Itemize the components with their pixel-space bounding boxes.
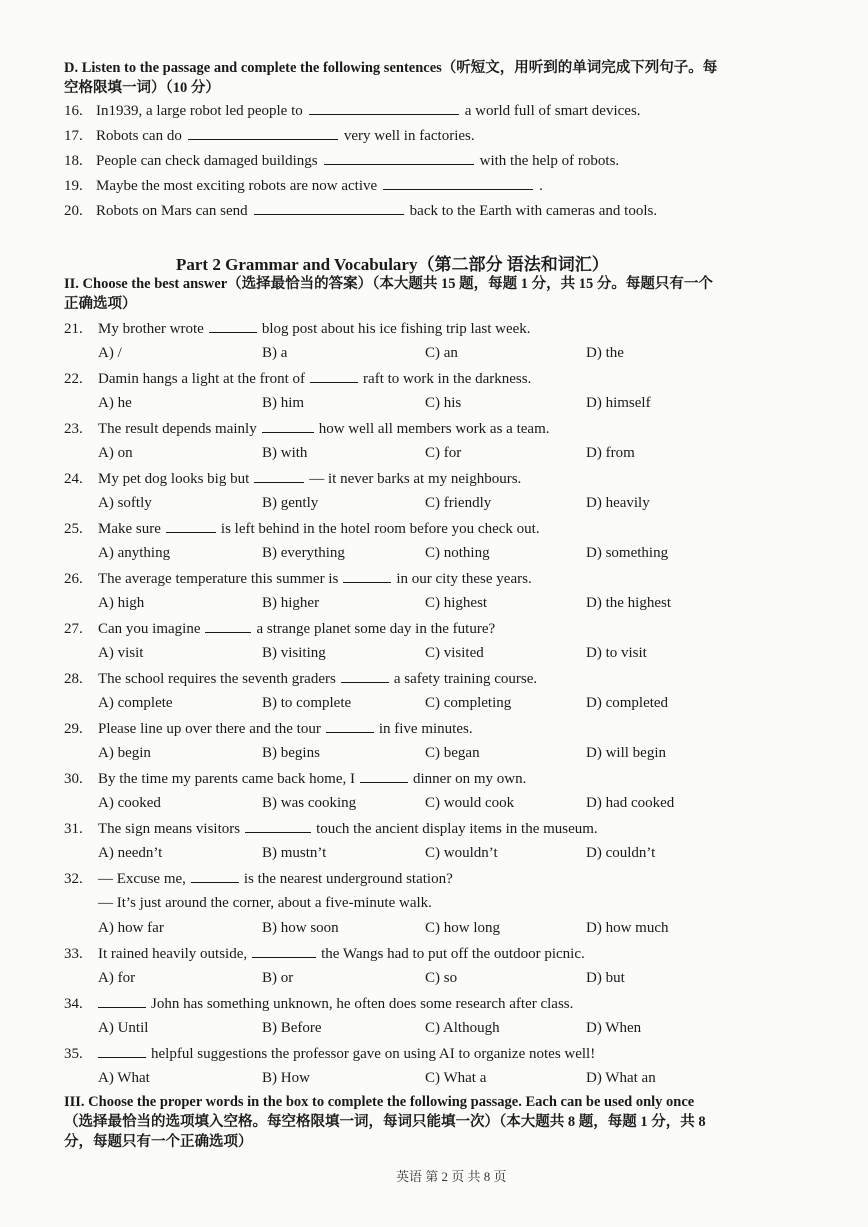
sentence-before-blank: People can check damaged buildings (96, 153, 318, 169)
answer-option[interactable]: C) how long (425, 920, 500, 936)
answer-option[interactable]: D) himself (586, 395, 651, 411)
sentence-before-blank: Robots can do (96, 128, 182, 144)
section-iii-heading (64, 1092, 706, 1152)
question-number: 35. (64, 1046, 83, 1062)
question-number: 24. (64, 471, 83, 487)
answer-option[interactable]: D) something (586, 545, 669, 561)
stem-after-blank: in five minutes. (378, 721, 473, 737)
answer-option[interactable]: B) begins (262, 745, 320, 761)
answer-option[interactable]: D) had cooked (586, 795, 675, 811)
stem-before-blank: The result depends mainly (98, 421, 257, 437)
stem-before-blank: Can you imagine (98, 621, 201, 637)
answer-option[interactable]: A) softly (98, 495, 152, 511)
question-number: 22. (64, 371, 83, 387)
question-stem (64, 720, 473, 738)
answer-blank[interactable] (360, 770, 408, 783)
question-stem (64, 820, 598, 838)
question-stem (64, 1045, 595, 1063)
answer-option[interactable]: B) to complete (262, 695, 352, 711)
stem-after-blank: is the nearest underground station? (243, 871, 453, 887)
answer-option[interactable]: A) for (98, 970, 136, 986)
answer-blank[interactable] (191, 870, 239, 883)
stem-after-blank: helpful suggestions the professor gave on using AI to organize notes well! (151, 1046, 596, 1062)
question-stem (64, 520, 540, 538)
answer-option[interactable]: B) Before (262, 1020, 322, 1036)
answer-blank[interactable] (252, 945, 316, 958)
answer-blank[interactable] (324, 152, 474, 165)
stem-before-blank: Make sure (98, 521, 161, 537)
answer-option[interactable]: C) What a (425, 1070, 487, 1086)
question-number: 23. (64, 421, 83, 437)
question-stem (64, 420, 549, 438)
answer-option[interactable]: C) an (425, 345, 458, 361)
answer-option[interactable]: B) how soon (262, 920, 339, 936)
answer-option[interactable]: A) high (98, 595, 145, 611)
answer-option[interactable]: D) will begin (586, 745, 666, 761)
answer-blank[interactable] (209, 320, 257, 333)
section-d-heading (64, 58, 717, 98)
fill-in-item (64, 152, 619, 170)
answer-option[interactable]: A) What (98, 1070, 150, 1086)
answer-option[interactable]: A) complete (98, 695, 173, 711)
answer-option[interactable]: C) began (425, 745, 480, 761)
fill-in-item (64, 127, 475, 145)
stem-after-blank: is left behind in the hotel room before you check out. (220, 521, 540, 537)
answer-option[interactable]: A) he (98, 395, 132, 411)
question-number: 28. (64, 671, 83, 687)
question-number: 33. (64, 946, 83, 962)
answer-blank[interactable] (98, 1045, 146, 1058)
answer-blank[interactable] (310, 370, 358, 383)
answer-blank[interactable] (309, 102, 459, 115)
answer-blank[interactable] (343, 570, 391, 583)
answer-blank[interactable] (383, 177, 533, 190)
answer-option[interactable]: B) higher (262, 595, 320, 611)
question-stem (64, 995, 573, 1013)
stem-before-blank: Please line up over there and the tour (98, 721, 321, 737)
question-stem (64, 945, 585, 963)
answer-option[interactable]: B) with (262, 445, 308, 461)
section-d-heading-line1: D. Listen to the passage and complete the following sentences（听短文，用听到的单词完成下列句子。每 (64, 60, 718, 76)
question-number: 32. (64, 871, 83, 887)
answer-option[interactable]: C) completing (425, 695, 512, 711)
answer-blank[interactable] (98, 995, 146, 1008)
answer-option[interactable]: A) needn’t (98, 845, 163, 861)
answer-blank[interactable] (326, 720, 374, 733)
question-stem (64, 670, 537, 688)
answer-option[interactable]: D) couldn’t (586, 845, 656, 861)
sentence-before-blank: Maybe the most exciting robots are now active (96, 178, 378, 194)
question-number: 34. (64, 996, 83, 1012)
answer-option[interactable]: D) When (586, 1020, 642, 1036)
answer-option[interactable]: D) the highest (586, 595, 671, 611)
section-ii-heading-line2: 正确选项） (64, 296, 137, 312)
answer-option[interactable]: A) cooked (98, 795, 161, 811)
question-number: 31. (64, 821, 83, 837)
answer-option[interactable]: A) how far (98, 920, 164, 936)
answer-option[interactable]: C) visited (425, 645, 484, 661)
answer-option[interactable]: D) how much (586, 920, 669, 936)
part2-title: Part 2 Grammar and Vocabulary（第二部分 语法和词汇） (176, 255, 609, 274)
answer-option[interactable]: C) highest (425, 595, 488, 611)
stem-before-blank: — Excuse me, (98, 871, 186, 887)
answer-option[interactable]: A) Until (98, 1020, 149, 1036)
dialogue-reply: — It’s just around the corner, about a five-minute walk. (98, 895, 432, 911)
sentence-after-blank: back to the Earth with cameras and tools. (409, 203, 658, 219)
section-iii-heading-line3: 分，每题只有一个正确选项） (64, 1134, 253, 1150)
fill-in-item (64, 202, 657, 220)
answer-option[interactable]: A) visit (98, 645, 144, 661)
question-number: 26. (64, 571, 83, 587)
question-number: 19. (64, 178, 83, 194)
section-iii-heading-line1: III. Choose the proper words in the box to complete the following passage. Each can be used only once (64, 1094, 695, 1110)
question-stem (64, 370, 531, 388)
question-number: 30. (64, 771, 83, 787)
question-stem (64, 320, 531, 338)
answer-option[interactable]: D) from (586, 445, 635, 461)
stem-after-blank: — it never barks at my neighbours. (309, 471, 522, 487)
section-d-heading-line2: 空格限填一词）（10 分） (64, 80, 220, 96)
answer-blank[interactable] (254, 202, 404, 215)
answer-option[interactable]: D) but (586, 970, 625, 986)
answer-option[interactable]: B) gently (262, 495, 319, 511)
section-ii-heading-line1: II. Choose the best answer（选择最恰当的答案）（本大题共 15 题，每题 1 分，共 15 分。每题只有一个 (64, 276, 713, 292)
stem-after-blank: a strange planet some day in the future? (256, 621, 496, 637)
answer-blank[interactable] (166, 520, 216, 533)
stem-before-blank: My brother wrote (98, 321, 204, 337)
question-number: 21. (64, 321, 83, 337)
stem-after-blank: blog post about his ice fishing trip last week. (261, 321, 531, 337)
question-number: 16. (64, 103, 83, 119)
stem-after-blank: John has something unknown, he often does some research after class. (151, 996, 574, 1012)
answer-blank[interactable] (205, 620, 251, 633)
answer-option[interactable]: B) visiting (262, 645, 326, 661)
page-footer: 英语 第 2 页 共 8 页 (396, 1169, 507, 1184)
answer-option[interactable]: C) would cook (425, 795, 515, 811)
stem-before-blank: The average temperature this summer is (98, 571, 339, 587)
answer-option[interactable]: C) wouldn’t (425, 845, 498, 861)
sentence-after-blank: with the help of robots. (479, 153, 620, 169)
stem-after-blank: the Wangs had to put off the outdoor picnic. (321, 946, 585, 962)
answer-blank[interactable] (262, 420, 314, 433)
section-iii-heading-line2: （选择最恰当的选项填入空格。每空格限填一词，每词只能填一次）（本大题共 8 题，每题 1 分，共 8 (64, 1114, 706, 1130)
sentence-before-blank: In1939, a large robot led people to (96, 103, 303, 119)
stem-after-blank: in our city these years. (396, 571, 532, 587)
stem-before-blank: It rained heavily outside, (98, 946, 248, 962)
answer-option[interactable]: C) nothing (425, 545, 490, 561)
question-number: 27. (64, 621, 83, 637)
question-stem (64, 570, 532, 588)
answer-option[interactable]: B) everything (262, 545, 345, 561)
stem-before-blank: By the time my parents came back home, I (98, 771, 355, 787)
question-stem (64, 770, 526, 788)
answer-option[interactable]: B) or (262, 970, 294, 986)
answer-option[interactable]: C) friendly (425, 495, 492, 511)
answer-blank[interactable] (188, 127, 338, 140)
answer-option[interactable]: C) for (425, 445, 462, 461)
question-number: 25. (64, 521, 83, 537)
stem-after-blank: dinner on my own. (413, 771, 527, 787)
answer-option[interactable]: A) / (98, 345, 122, 361)
answer-option[interactable]: B) was cooking (262, 795, 357, 811)
fill-in-item (64, 102, 641, 120)
stem-before-blank: My pet dog looks big but (98, 471, 250, 487)
answer-blank[interactable] (245, 820, 311, 833)
answer-option[interactable]: A) anything (98, 545, 171, 561)
answer-blank[interactable] (341, 670, 389, 683)
stem-before-blank: The school requires the seventh graders (98, 671, 336, 687)
sentence-after-blank: . (539, 178, 543, 194)
question-stem (64, 470, 521, 488)
answer-option[interactable]: C) so (425, 970, 458, 986)
answer-option[interactable]: A) on (98, 445, 133, 461)
question-stem (64, 620, 495, 638)
question-stem (64, 870, 453, 888)
answer-option[interactable]: B) How (262, 1070, 310, 1086)
fill-in-item (64, 177, 543, 195)
answer-blank[interactable] (254, 470, 304, 483)
answer-option[interactable]: B) a (262, 345, 288, 361)
answer-option[interactable]: C) Although (425, 1020, 500, 1036)
stem-before-blank: The sign means visitors (98, 821, 241, 837)
sentence-after-blank: a world full of smart devices. (464, 103, 641, 119)
stem-after-blank: raft to work in the darkness. (363, 371, 532, 387)
stem-after-blank: how well all members work as a team. (318, 421, 550, 437)
sentence-after-blank: very well in factories. (343, 128, 475, 144)
stem-before-blank: Damin hangs a light at the front of (98, 371, 306, 387)
answer-option[interactable]: D) the (586, 345, 624, 361)
question-number: 18. (64, 153, 83, 169)
answer-option[interactable]: D) heavily (586, 495, 650, 511)
answer-option[interactable]: D) completed (586, 695, 669, 711)
answer-option[interactable]: D) to visit (586, 645, 647, 661)
stem-after-blank: touch the ancient display items in the museum. (316, 821, 598, 837)
answer-option[interactable]: B) mustn’t (262, 845, 327, 861)
sentence-before-blank: Robots on Mars can send (96, 203, 248, 219)
answer-option[interactable]: B) him (262, 395, 305, 411)
stem-after-blank: a safety training course. (393, 671, 538, 687)
answer-option[interactable]: C) his (425, 395, 462, 411)
answer-option[interactable]: D) What an (586, 1070, 656, 1086)
section-ii-heading (64, 274, 713, 314)
question-number: 29. (64, 721, 83, 737)
question-number: 20. (64, 203, 83, 219)
answer-option[interactable]: A) begin (98, 745, 151, 761)
question-number: 17. (64, 128, 83, 144)
